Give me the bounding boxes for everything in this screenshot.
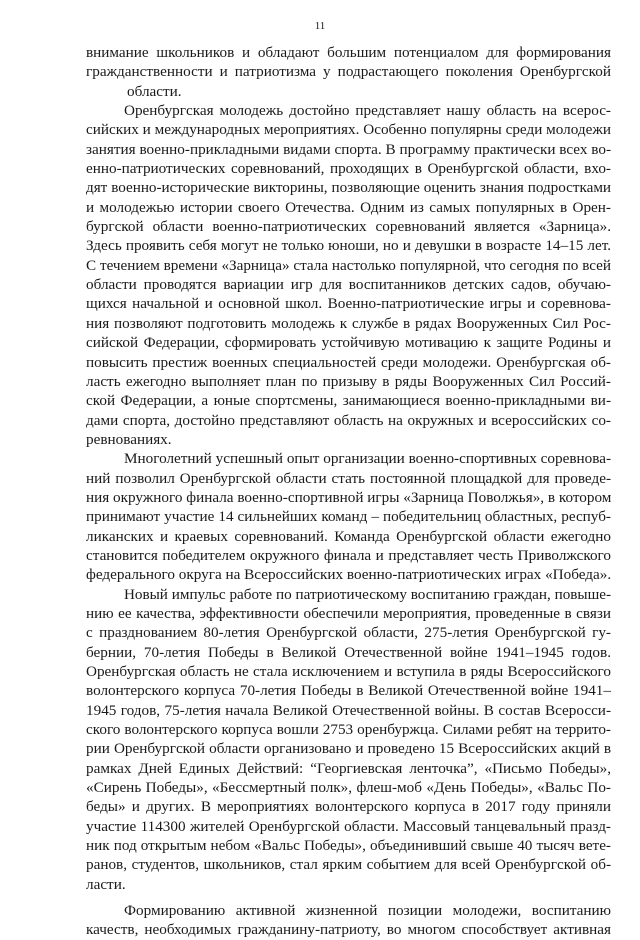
text-line: ник под открытым небом «Вальс Победы», объединивший свыше 40 тысяч вете- — [86, 837, 611, 855]
paragraph — [86, 449, 611, 584]
text-line: волонтерского корпуса 70-летия Победы в Великой Отечественной войне 1941– — [86, 682, 611, 700]
text-line: дами спорта, достойно представляют область на окружных и всероссийских со- — [86, 411, 611, 429]
text-line: ревнованиях. — [86, 430, 172, 448]
text-line: внимание школьников и обладают большим потенциалом для формирования — [86, 44, 611, 61]
text-line: беды» и других. В мероприятиях волонтерского корпуса в 2017 году приняли — [86, 798, 611, 816]
text-line: Здесь проявить себя могут не только юноши, но и девушки в возрасте 14–15 лет. — [86, 237, 611, 255]
text-line: дят военно-исторические викторины, позволяющие оценить знания подростками — [86, 179, 611, 197]
text-line: С течением времени «Зарница» стала настолько популярной, что сегодня по всей — [86, 256, 611, 274]
text-line: ликанских и краевых соревнований. Команда Оренбургской области ежегодно — [86, 527, 611, 545]
text-line: «Сирень Победы», «Бессмертный полк», флеш-моб «День Победы», «Вальс По- — [86, 779, 611, 797]
text-line: бернии, 70-летия Победы в Великой Отечественной войне 1941–1945 годов. — [86, 643, 611, 661]
text-line: ния окружного финала военно-спортивной игры «Зарница Поволжья», в котором — [86, 488, 612, 506]
paragraph — [86, 901, 611, 940]
text-line: нию ее качества, эффективности обеспечили мероприятия, проведенные в связи — [86, 604, 611, 622]
text-line: принимают участие 14 сильнейших команд – победительниц областных, респуб- — [86, 508, 611, 526]
text-line: енно-патриотических соревнований, проходящих в Оренбургской области, вхо- — [86, 160, 611, 178]
text-line: ранов, студентов, школьников, стал ярким событием для всей Оренбургской об- — [86, 856, 611, 874]
text-line: рии Оренбургской области организовано и проведено 15 Всероссийских акций в — [86, 740, 611, 758]
document-body — [86, 43, 611, 940]
text-line: ний позволил Оренбургской области стать постоянной площадкой для проведе- — [86, 469, 611, 487]
text-line: участие 114300 жителей Оренбургской области. Массовый танцевальный празд- — [86, 817, 611, 835]
text-line: ласти. — [86, 875, 126, 893]
paragraph — [86, 585, 611, 895]
text-line: Оренбургская область не стала исключением и вступила в ряды Всероссийского — [86, 663, 611, 680]
text-line: 1945 годов, 75-летия начала Великой Отечественной войны. В состав Всеросси- — [86, 701, 611, 719]
paragraph — [86, 43, 611, 101]
text-line: занятия военно-прикладными видами спорта. В программу практически всех во- — [86, 140, 611, 158]
paragraph — [86, 101, 611, 449]
text-line: бургской области военно-патриотических соревнований является «Зарница». — [86, 218, 611, 236]
text-line: ния позволяют подготовить молодежь к службе в рядах Вооруженных Сил Рос- — [86, 314, 611, 332]
text-line: ской Федерации, а юные спортсмены, занимающиеся военно-прикладными ви- — [86, 392, 611, 410]
text-line: щихся начальной и основной школ. Военно-патриотические игры и соревнова- — [86, 295, 611, 313]
text-line: гражданственности и патриотизма у подрастающего поколения Оренбургской — [86, 63, 611, 81]
text-line: ласть ежегодно выполняет план по призыву в ряды Вооруженных Сил Россий- — [86, 372, 611, 390]
text-line: Оренбургская молодежь достойно представляет нашу область на всерос- — [124, 102, 611, 120]
text-line: становится победителем окружного финала и представляет честь Приволжского — [86, 546, 611, 564]
text-line: рамках Дней Единых Действий: “Георгиевская ленточка”, «Письмо Победы», — [86, 759, 611, 777]
text-line: Формированию активной жизненной позиции молодежи, воспитанию — [124, 902, 611, 920]
text-line: сийской Федерации, сформировать устойчивую мотивацию к защите Родины и — [86, 334, 611, 352]
text-line: качеств, необходимых гражданину-патриоту, во многом способствует активная — [86, 921, 611, 939]
text-line: Новый импульс работе по патриотическому воспитанию граждан, повыше- — [124, 585, 611, 603]
text-line: Многолетний успешный опыт организации военно-спортивных соревнова- — [124, 450, 611, 468]
text-line: ского волонтерского корпуса вошли 2753 оренбуржца. Силами ребят на террито- — [86, 721, 611, 739]
text-line: и молодежью истории своего Отечества. Одним из самых популярных в Орен- — [86, 198, 611, 216]
page-number: 11 — [314, 20, 326, 32]
text-line: с празднованием 80-летия Оренбургской области, 275-летия Оренбургской гу- — [86, 624, 611, 642]
text-line: сийских и международных мероприятиях. Особенно популярны среди молодежи — [86, 121, 611, 139]
text-line: федерального округа на Всероссийских военно-патриотических играх «Победа». — [86, 566, 612, 584]
text-line: повысить престиж военных специальностей среди молодежи. Оренбургская об- — [86, 353, 611, 371]
text-line: области проводятся вариации игр для воспитанников детских садов, обучаю- — [86, 276, 611, 294]
text-line: области. — [127, 82, 182, 100]
